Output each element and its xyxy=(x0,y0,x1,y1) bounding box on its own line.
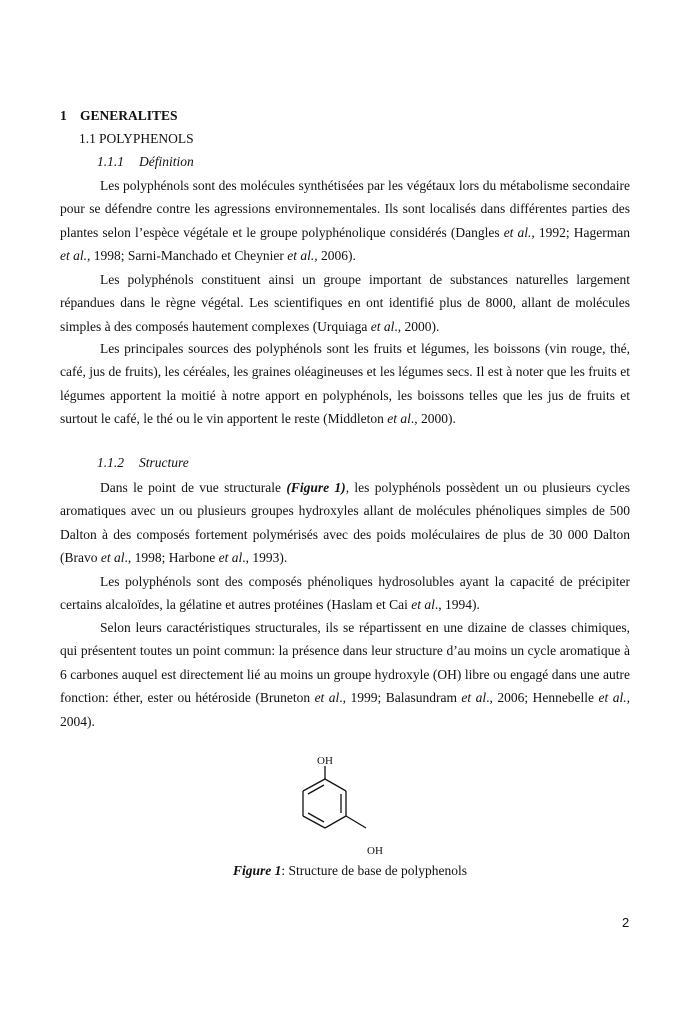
heading-level-1: 1 GENERALITES xyxy=(60,108,178,123)
figure-caption: Figure 1: Structure de base de polyphenols xyxy=(233,863,467,878)
paragraph-definition-2: Les polyphénols constituent ainsi un groupe important de substances naturelles largement répandues dans le règne végétal. Les scientifiques en ont identifié plus de 8000, allant de molécules simples à des composés hautement complexes (Urquiaga et al., 2000). xyxy=(60,272,630,334)
paragraph-definition-3: Les principales sources des polyphénols sont les fruits et légumes, les boissons (vin rouge, thé, café, jus de fruits), les céréales, les graines oléagineuses et les légumes secs. Il est à noter que les fruits et légumes apportent la moitié à notre apport en polyphénols, les boissons telles que les jus de fruits et surtout le café, le thé ou le vin apportent le reste (Middleton et al., 2000). xyxy=(60,341,630,427)
ring-bond xyxy=(303,816,325,828)
resorcinol-structure-diagram xyxy=(280,750,400,860)
ring-bond xyxy=(325,779,346,791)
ring-bond xyxy=(325,816,346,828)
heading-level-2: 1.1 POLYPHENOLS xyxy=(79,131,194,146)
ring-bond xyxy=(303,779,325,791)
oh-label-top: OH xyxy=(317,755,333,767)
paragraph-structure-3: Selon leurs caractéristiques structurales, ils se répartissent en une dizaine de classes chimiques, qui présentent toutes un point commun: la présence dans leur structure d’au moins un cycle aromatique à 6 carbones auquel est directement lié au moins un groupe hydroxyle (OH) libre ou engagé dans une autre fonction: éther, ester ou hétéroside (Bruneton et al., 1999; Balasundram et al., 2006; Hennebelle et al., 2004). xyxy=(60,620,630,729)
paragraph-definition-1: Les polyphénols sont des molécules synthétisées par les végétaux lors du métabolisme secondaire pour se défendre contre les agressions environnementales. Ils sont localisés dans différentes parties des plantes selon l’espèce végétale et le groupe polyphénolique considérés (Dangles et al., 1992; Hagerman et al., 1998; Sarni-Manchado et Cheynier et al., 2006). xyxy=(60,178,630,264)
paragraph-structure-2: Les polyphénols sont des composés phénoliques hydrosolubles ayant la capacité de précipiter certains alcaloïdes, la gélatine et autres protéines (Haslam et Cai et al., 1994). xyxy=(60,574,630,613)
oh-bond-bottom xyxy=(346,816,366,828)
heading-structure: 1.1.2 Structure xyxy=(97,455,189,470)
page-number: 2 xyxy=(622,915,630,930)
paragraph-structure-1: Dans le point de vue structurale (Figure 1), les polyphénols possèdent un ou plusieurs cycles aromatiques avec un ou plusieurs groupes hydroxyles allant de molécules phénoliques simples de 500 Dalton à des composés fortement polymérisés avec des poids moléculaires de plus de 30 000 Dalton (Bravo et al., 1998; Harbone et al., 1993). xyxy=(60,480,631,566)
heading-definition: 1.1.1 Définition xyxy=(97,154,194,169)
oh-label-bottom: OH xyxy=(367,845,383,857)
